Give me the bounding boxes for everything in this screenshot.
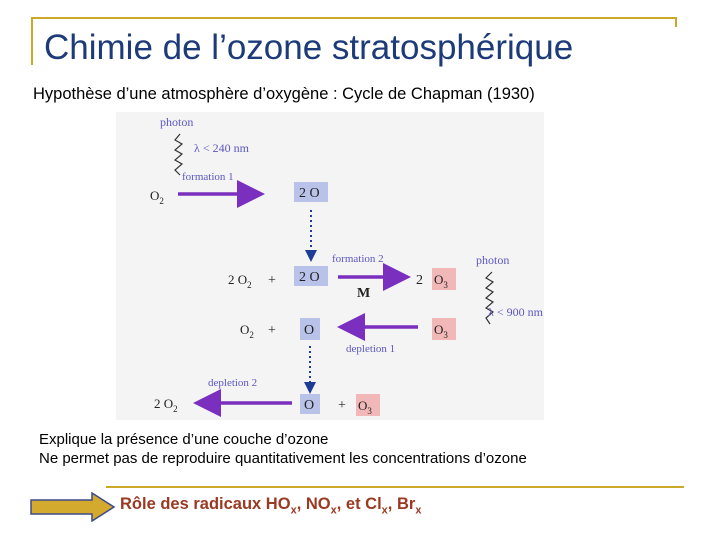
plus-depletion1: + <box>268 323 276 338</box>
m-label: M <box>357 286 371 301</box>
note-line-2: Ne permet pas de reproduire quantitativement les concentrations d’ozone <box>39 450 527 467</box>
plus-depletion2: + <box>338 398 346 413</box>
o3-bottom: $O_3$ <box>358 398 372 416</box>
o2-start: $O_2$ <box>150 188 164 206</box>
o3-right: $O_3$ <box>434 272 448 290</box>
formation2-label: formation 2 <box>332 253 384 265</box>
notes <box>39 430 527 468</box>
title-frame-top <box>31 17 677 19</box>
photon-label-top: photon <box>160 115 194 129</box>
note-line-1: Explique la présence d’une couche d’ozone <box>39 431 329 448</box>
slide-title: Chimie de l’ozone stratosphérique <box>44 28 574 67</box>
bottom-divider <box>106 486 684 488</box>
o3-mid: $O_3$ <box>434 322 448 340</box>
title-frame-right <box>675 17 677 27</box>
o2-mid: $O_2$ <box>240 322 254 340</box>
right-arrow-icon <box>30 492 116 527</box>
two-o-mid: 2 O <box>299 270 320 285</box>
two-o2-left: 2 $O_2$ <box>228 272 252 290</box>
lambda-240-label: λ < 240 nm <box>194 141 249 155</box>
slide-subtitle: Hypothèse d’une atmosphère d’oxygène : Cycle de Chapman (1930) <box>33 85 535 103</box>
chapman-cycle-diagram <box>116 112 544 420</box>
photon-wave-top <box>175 134 182 175</box>
photon-label-right: photon <box>476 253 510 267</box>
lambda-900-label: λ < 900 nm <box>488 305 543 319</box>
depletion1-label: depletion 1 <box>346 343 396 355</box>
depletion2-label: depletion 2 <box>208 377 258 389</box>
o-bottom: O <box>304 398 315 413</box>
two-o3-coef: 2 <box>416 273 423 288</box>
o-mid: O <box>304 323 315 338</box>
formation1-label: formation 1 <box>182 171 234 183</box>
two-o2-bottom: 2 $O_2$ <box>154 396 178 414</box>
plus-formation2: + <box>268 273 276 288</box>
title-frame-left <box>31 17 33 65</box>
radicals-role-text: Rôle des radicaux $HO_x$, $NO_x$, et $Cl_x$, $Br_x$ <box>120 495 422 517</box>
two-o-top: 2 O <box>299 186 320 201</box>
